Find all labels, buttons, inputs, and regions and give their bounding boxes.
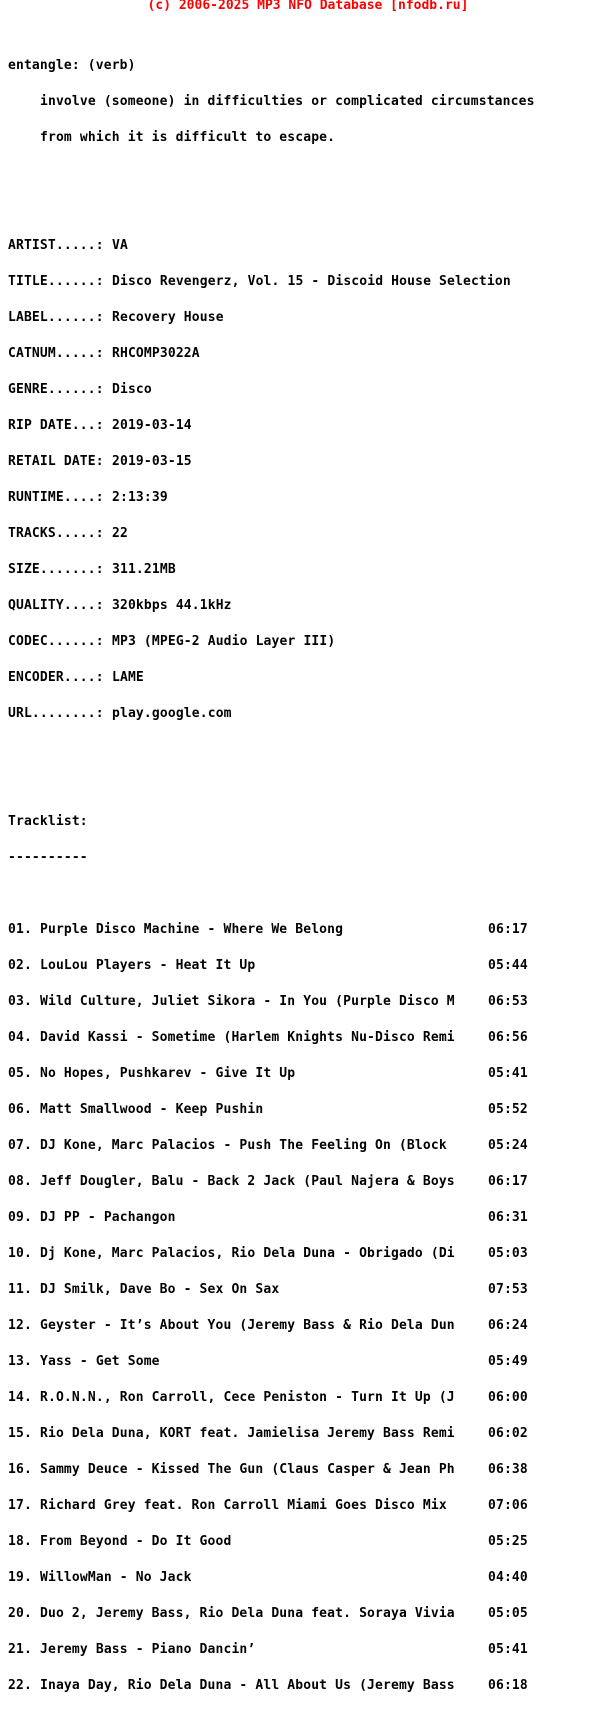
info-tracks <box>8 528 535 540</box>
track-duration: 05:24 <box>488 1138 528 1153</box>
track-row <box>8 1644 535 1656</box>
track-number: 15. <box>8 1426 32 1441</box>
definition-word: entangle: (verb) <box>8 58 136 73</box>
track-duration: 05:03 <box>488 1246 528 1261</box>
track-title: Richard Grey feat. Ron Carroll Miami Goes Disco Mix <box>40 1498 447 1513</box>
info-value: VA <box>112 238 128 253</box>
track-number: 22. <box>8 1678 32 1693</box>
info-encoder <box>8 672 535 684</box>
track-row <box>8 1068 535 1080</box>
track-number: 20. <box>8 1606 32 1621</box>
blank-line <box>8 168 535 180</box>
info-key: LABEL......: <box>8 310 104 325</box>
track-row <box>8 1464 535 1476</box>
track-number: 12. <box>8 1318 32 1333</box>
track-row <box>8 1428 535 1440</box>
info-key: GENRE......: <box>8 382 104 397</box>
track-duration: 04:40 <box>488 1570 528 1585</box>
tracklist-heading: Tracklist: <box>8 814 88 829</box>
info-quality <box>8 600 535 612</box>
track-row <box>8 1680 535 1692</box>
track-duration: 06:00 <box>488 1390 528 1405</box>
info-label <box>8 312 535 324</box>
info-key: CODEC......: <box>8 634 104 649</box>
track-number: 17. <box>8 1498 32 1513</box>
track-duration: 05:52 <box>488 1102 528 1117</box>
info-genre <box>8 384 535 396</box>
info-title <box>8 276 535 288</box>
info-codec <box>8 636 535 648</box>
info-value: 2:13:39 <box>112 490 168 505</box>
track-row <box>8 1104 535 1116</box>
track-title: Sammy Deuce - Kissed The Gun (Claus Casper & Jean Ph <box>40 1462 455 1477</box>
info-value: Disco <box>112 382 152 397</box>
track-title: Matt Smallwood - Keep Pushin <box>40 1102 264 1117</box>
track-row <box>8 960 535 972</box>
track-number: 07. <box>8 1138 32 1153</box>
track-number: 10. <box>8 1246 32 1261</box>
track-title: Jeremy Bass - Piano Dancin’ <box>40 1642 256 1657</box>
blank-line <box>8 24 535 36</box>
track-row <box>8 1608 535 1620</box>
info-key: RETAIL DATE: <box>8 454 104 469</box>
info-value: Recovery House <box>112 310 224 325</box>
track-row <box>8 1212 535 1224</box>
track-row <box>8 1392 535 1404</box>
tracklist-underline: ---------- <box>8 850 88 865</box>
info-value: Disco Revengerz, Vol. 15 - Discoid House Selection <box>112 274 511 289</box>
info-value: RHCOMP3022A <box>112 346 200 361</box>
info-value: 22 <box>112 526 128 541</box>
blank-line <box>8 780 535 792</box>
track-duration: 05:05 <box>488 1606 528 1621</box>
info-key: SIZE.......: <box>8 562 104 577</box>
track-row <box>8 1248 535 1260</box>
track-duration: 06:17 <box>488 1174 528 1189</box>
track-duration: 06:38 <box>488 1462 528 1477</box>
track-number: 05. <box>8 1066 32 1081</box>
track-duration: 05:41 <box>488 1066 528 1081</box>
info-key: TITLE......: <box>8 274 104 289</box>
track-number: 01. <box>8 922 32 937</box>
copyright-header: (c) 2006-2025 MP3 NFO Database [nfodb.ru] <box>147 0 469 13</box>
track-row <box>8 1500 535 1512</box>
track-row <box>8 1356 535 1368</box>
info-key: CATNUM.....: <box>8 346 104 361</box>
info-artist <box>8 240 535 252</box>
info-key: RUNTIME....: <box>8 490 104 505</box>
track-duration: 06:31 <box>488 1210 528 1225</box>
track-title: Jeff Dougler, Balu - Back 2 Jack (Paul Najera & Boys <box>40 1174 455 1189</box>
track-title: Wild Culture, Juliet Sikora - In You (Purple Disco M <box>40 994 455 1009</box>
track-row <box>8 924 535 936</box>
track-title: DJ Smilk, Dave Bo - Sex On Sax <box>40 1282 280 1297</box>
track-duration: 05:41 <box>488 1642 528 1657</box>
nfo-document <box>8 0 535 1728</box>
track-title: LouLou Players - Heat It Up <box>40 958 256 973</box>
track-number: 08. <box>8 1174 32 1189</box>
track-duration: 05:44 <box>488 958 528 973</box>
track-number: 13. <box>8 1354 32 1369</box>
definition-line-1: involve (someone) in difficulties or complicated circumstances <box>40 94 535 109</box>
info-runtime <box>8 492 535 504</box>
track-number: 04. <box>8 1030 32 1045</box>
track-number: 03. <box>8 994 32 1009</box>
info-key: QUALITY....: <box>8 598 104 613</box>
track-duration: 07:06 <box>488 1498 528 1513</box>
track-duration: 07:53 <box>488 1282 528 1297</box>
track-number: 16. <box>8 1462 32 1477</box>
info-value: 2019-03-15 <box>112 454 192 469</box>
track-row <box>8 1176 535 1188</box>
track-row <box>8 1284 535 1296</box>
track-row <box>8 1140 535 1152</box>
track-number: 19. <box>8 1570 32 1585</box>
info-url <box>8 708 535 720</box>
track-duration: 06:56 <box>488 1030 528 1045</box>
tracklist <box>8 900 535 1716</box>
track-duration: 05:49 <box>488 1354 528 1369</box>
track-number: 02. <box>8 958 32 973</box>
track-title: Purple Disco Machine - Where We Belong <box>40 922 344 937</box>
info-retail-date <box>8 456 535 468</box>
info-value: 2019-03-14 <box>112 418 192 433</box>
track-title: Geyster - It’s About You (Jeremy Bass & Rio Dela Dun <box>40 1318 455 1333</box>
info-key: ENCODER....: <box>8 670 104 685</box>
track-title: DJ PP - Pachangon <box>40 1210 176 1225</box>
track-row <box>8 1536 535 1548</box>
info-value: LAME <box>112 670 144 685</box>
info-size <box>8 564 535 576</box>
track-title: No Hopes, Pushkarev - Give It Up <box>40 1066 296 1081</box>
track-title: Duo 2, Jeremy Bass, Rio Dela Duna feat. Soraya Vivia <box>40 1606 455 1621</box>
track-number: 18. <box>8 1534 32 1549</box>
track-title: Inaya Day, Rio Dela Duna - All About Us (Jeremy Bass <box>40 1678 455 1693</box>
track-title: From Beyond - Do It Good <box>40 1534 232 1549</box>
track-duration: 06:02 <box>488 1426 528 1441</box>
track-duration: 06:53 <box>488 994 528 1009</box>
track-title: Rio Dela Duna, KORT feat. Jamielisa Jeremy Bass Remi <box>40 1426 455 1441</box>
track-title: Dj Kone, Marc Palacios, Rio Dela Duna - Obrigado (Di <box>40 1246 455 1261</box>
track-title: WillowMan - No Jack <box>40 1570 192 1585</box>
track-row <box>8 1032 535 1044</box>
definition-line-2: from which it is difficult to escape. <box>40 130 336 145</box>
track-title: Yass - Get Some <box>40 1354 160 1369</box>
track-row <box>8 996 535 1008</box>
track-number: 09. <box>8 1210 32 1225</box>
track-duration: 06:24 <box>488 1318 528 1333</box>
track-number: 06. <box>8 1102 32 1117</box>
track-number: 11. <box>8 1282 32 1297</box>
info-value: play.google.com <box>112 706 232 721</box>
release-info <box>8 216 535 744</box>
info-catnum <box>8 348 535 360</box>
track-title: DJ Kone, Marc Palacios - Push The Feeling On (Block <box>40 1138 447 1153</box>
track-duration: 06:18 <box>488 1678 528 1693</box>
info-key: URL........: <box>8 706 104 721</box>
info-rip-date <box>8 420 535 432</box>
track-number: 21. <box>8 1642 32 1657</box>
track-duration: 06:17 <box>488 922 528 937</box>
info-key: RIP DATE...: <box>8 418 104 433</box>
info-value: MP3 (MPEG-2 Audio Layer III) <box>112 634 336 649</box>
track-row <box>8 1320 535 1332</box>
track-number: 14. <box>8 1390 32 1405</box>
track-row <box>8 1572 535 1584</box>
info-key: TRACKS.....: <box>8 526 104 541</box>
track-title: R.O.N.N., Ron Carroll, Cece Peniston - Turn It Up (J <box>40 1390 455 1405</box>
info-key: ARTIST.....: <box>8 238 104 253</box>
track-duration: 05:25 <box>488 1534 528 1549</box>
track-title: David Kassi - Sometime (Harlem Knights Nu-Disco Remi <box>40 1030 455 1045</box>
info-value: 320kbps 44.1kHz <box>112 598 232 613</box>
info-value: 311.21MB <box>112 562 176 577</box>
